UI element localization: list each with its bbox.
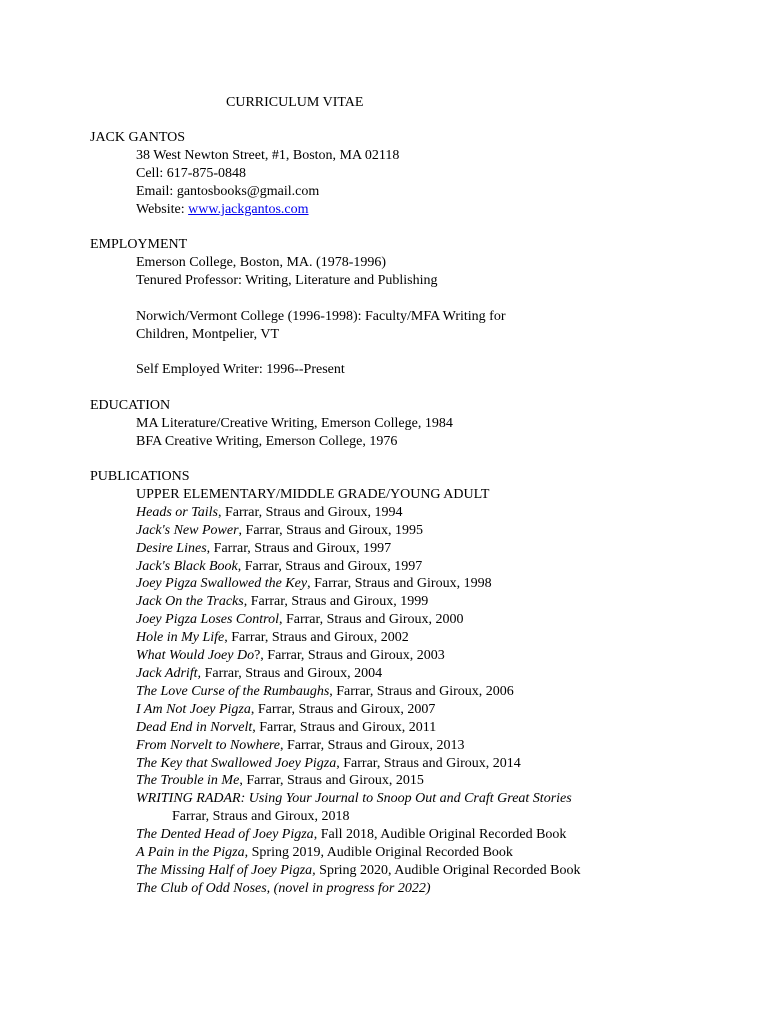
employment-emerson-role: Tenured Professor: Writing, Literature and Publishing bbox=[136, 272, 438, 288]
website-line bbox=[90, 201, 399, 219]
publication-item: I Am Not Joey Pigza, Farrar, Straus and Giroux, 2007 bbox=[136, 701, 436, 717]
cell-phone: Cell: 617-875-0848 bbox=[136, 165, 247, 181]
publication-item: Hole in My Life, Farrar, Straus and Giroux, 2002 bbox=[136, 630, 409, 646]
publication-item: What Would Joey Do?, Farrar, Straus and Giroux, 2003 bbox=[136, 648, 445, 664]
publication-item: The Trouble in Me, Farrar, Straus and Giroux, 2015 bbox=[136, 773, 424, 789]
publication-item: Jack On the Tracks, Farrar, Straus and Giroux, 1999 bbox=[136, 594, 429, 610]
publications-heading: PUBLICATIONS bbox=[90, 469, 190, 484]
employment-section bbox=[90, 236, 505, 379]
website-label: Website: bbox=[136, 201, 189, 217]
website-link[interactable]: www.jackgantos.com bbox=[188, 201, 309, 217]
address: 38 West Newton Street, #1, Boston, MA 02118 bbox=[136, 147, 400, 163]
education-section bbox=[90, 397, 453, 451]
employment-emerson-dates: Emerson College, Boston, MA. (1978-1996) bbox=[136, 254, 387, 270]
publication-item: A Pain in the Pigza, Spring 2019, Audible Original Recorded Book bbox=[136, 845, 513, 861]
publication-in-progress: The Club of Odd Noses, (novel in progress for 2022) bbox=[136, 880, 431, 896]
employment-norwich-line2: Children, Montpelier, VT bbox=[136, 326, 280, 342]
employment-norwich-line1: Norwich/Vermont College (1996-1998): Faculty/MFA Writing for bbox=[136, 308, 506, 324]
publication-item: Joey Pigza Swallowed the Key, Farrar, Straus and Giroux, 1998 bbox=[136, 576, 492, 592]
education-bfa: BFA Creative Writing, Emerson College, 1976 bbox=[136, 433, 398, 449]
publications-subheading: UPPER ELEMENTARY/MIDDLE GRADE/YOUNG ADULT bbox=[136, 486, 490, 502]
publication-item: The Key that Swallowed Joey Pigza, Farrar, Straus and Giroux, 2014 bbox=[136, 755, 521, 771]
publication-item: Heads or Tails, Farrar, Straus and Giroux, 1994 bbox=[136, 504, 403, 520]
publication-radar-publisher: Farrar, Straus and Giroux, 2018 bbox=[172, 809, 350, 825]
education-heading: EDUCATION bbox=[90, 398, 171, 413]
author-name: JACK GANTOS bbox=[90, 130, 186, 145]
publication-item: The Love Curse of the Rumbaughs, Farrar, Straus and Giroux, 2006 bbox=[136, 683, 514, 699]
education-ma: MA Literature/Creative Writing, Emerson College, 1984 bbox=[136, 415, 453, 431]
publication-item: The Dented Head of Joey Pigza, Fall 2018, Audible Original Recorded Book bbox=[136, 827, 567, 843]
publication-item: From Norvelt to Nowhere, Farrar, Straus and Giroux, 2013 bbox=[136, 737, 465, 753]
page-title: CURRICULUM VITAE bbox=[226, 95, 364, 110]
publication-item: Jack Adrift, Farrar, Straus and Giroux, 2004 bbox=[136, 665, 383, 681]
contact-section bbox=[90, 129, 399, 219]
publication-item: Dead End in Norvelt, Farrar, Straus and Giroux, 2011 bbox=[136, 719, 437, 735]
publication-item: Joey Pigza Loses Control, Farrar, Straus and Giroux, 2000 bbox=[136, 612, 464, 628]
email: Email: gantosbooks@gmail.com bbox=[136, 183, 320, 199]
publication-item: The Missing Half of Joey Pigza, Spring 2020, Audible Original Recorded Book bbox=[136, 862, 581, 878]
publication-item: Desire Lines, Farrar, Straus and Giroux, 1997 bbox=[136, 540, 392, 556]
employment-heading: EMPLOYMENT bbox=[90, 237, 188, 252]
employment-self: Self Employed Writer: 1996--Present bbox=[136, 362, 345, 378]
publications-section bbox=[90, 468, 580, 898]
publication-radar-title: WRITING RADAR: Using Your Journal to Snoop Out and Craft Great Stories bbox=[136, 791, 572, 807]
publication-item: Jack's New Power, Farrar, Straus and Giroux, 1995 bbox=[136, 522, 424, 538]
publication-item: Jack's Black Book, Farrar, Straus and Giroux, 1997 bbox=[136, 558, 423, 574]
